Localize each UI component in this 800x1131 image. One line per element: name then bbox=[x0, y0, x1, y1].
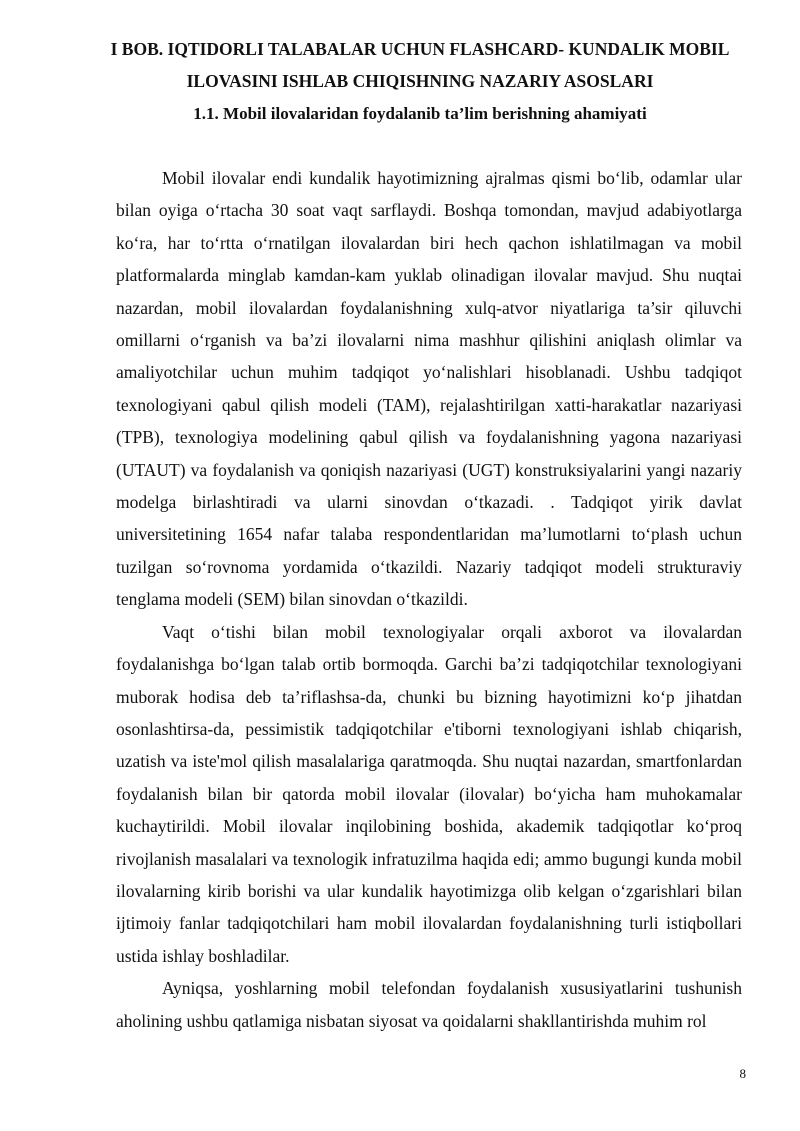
paragraph-3: Ayniqsa, yoshlarning mobil telefondan foydalanish xususiyatlarini tushunish aholining ushbu qatlamiga nisbatan siyosat va qoidalarni shakllantirishda muhim rol bbox=[116, 978, 742, 1031]
page-number: 8 bbox=[739, 1066, 746, 1081]
body-text bbox=[116, 162, 742, 1037]
section-title: 1.1. Mobil ilovalaridan foydalanib ta’lim berishning ahamiyati bbox=[193, 104, 647, 123]
chapter-title: I BOB. IQTIDORLI TALABALAR UCHUN FLASHCARD- KUNDALIK MOBIL ILOVASINI ISHLAB CHIQISHNING NAZARIY ASOSLARI bbox=[110, 39, 730, 91]
paragraph-2: Vaqt o‘tishi bilan mobil texnologiyalar orqali axborot va ilovalardan foydalanishga bo‘lgan talab ortib bormoqda. Garchi ba’zi tadqiqotchilar texnologiyani muborak hodisa deb ta’riflashsa-da, chunki bu bizning hayotimizni ko‘p jihatdan osonlashtirsa-da, pessimistik tadqiqotchilar e'tiborni texnologiyani ishlab chiqarish, uzatish va iste'mol qilish masalalariga qaratmoqda. Shu nuqtai nazardan, smartfonlardan foydalanish bilan bir qatorda mobil ilovalar (ilovalar) bo‘yicha ham muhokamalar kuchaytirildi. Mobil ilovalar inqilobining boshida, akademik tadqiqotlar ko‘proq rivojlanish masalalari va texnologik infratuzilma haqida edi; ammo bugungi kunda mobil ilovalarning kirib borishi va ular kundalik hayotimizga olib kelgan o‘zgarishlari bilan ijtimoiy fanlar tadqiqotchilari ham mobil ilovalardan foydalanishning turli istiqbollari ustida ishlay boshladilar. bbox=[116, 621, 742, 966]
paragraph-1: Mobil ilovalar endi kundalik hayotimizning ajralmas qismi bo‘lib, odamlar ular bilan oyiga o‘rtacha 30 soat vaqt sarflaydi. Boshqa tomondan, mavjud adabiyotlarga ko‘ra, har to‘rtta o‘rnatilgan ilovalardan biri hech qachon ishlatilmagan va mobil platformalarda minglab kamdan-kam yuklab olinadigan ilovalar mavjud. Shu nuqtai nazardan, mobil ilovalardan foydalanishning xulq-atvor niyatlariga ta’sir qiluvchi omillarni o‘rganish va ba’zi ilovalarni nima mashhur qilishini aniqlash olimlar va amaliyotchilar uchun muhim tadqiqot yo‘nalishlari hisoblanadi. Ushbu tadqiqot texnologiyani qabul qilish modeli (TAM), rejalashtirilgan xatti-harakatlar nazariyasi (TPB), texnologiya modelining qabul qilish va foydalanishning yagona nazariyasi (UTAUT) va foydalanish va qoniqish nazariyasi (UGT) konstruksiyalarini yangi nazariy modelga birlashtiradi va ularni sinovdan o‘tkazadi. . Tadqiqot yirik davlat universitetining 1654 nafar talaba respondentlaridan ma’lumotlarni to‘plash uchun tuzilgan so‘rovnoma yordamida o‘tkazildi. Nazariy tadqiqot modeli strukturaviy tenglama modeli (SEM) bilan sinovdan o‘tkazildi. bbox=[116, 168, 742, 610]
